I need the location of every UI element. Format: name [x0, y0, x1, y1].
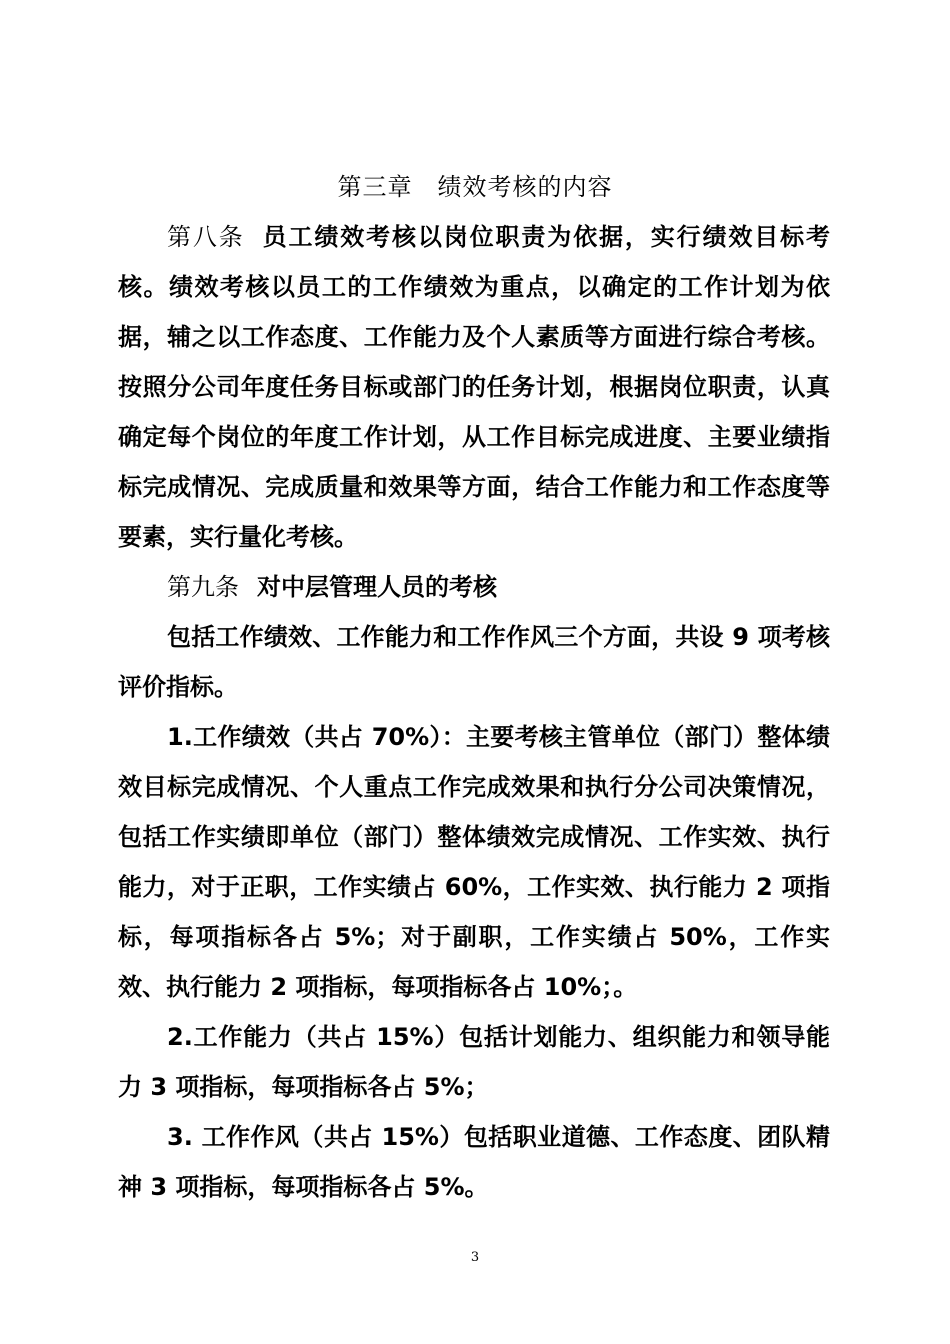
item-1-paragraph: 1.工作绩效（共占 70%）：主要考核主管单位（部门）整体绩效目标完成情况、个人重点工作完成效果和执行分公司决策情况，包括工作实绩即单位（部门）整体绩效完成情况、工作实效、执行能力，对于正职，工作实绩占 60%，工作实效、执行能力 2 项指标，每项指标各占 5%；对于副职，工作实绩占 50%，工作实效、执行能力 2 项指标，每项指标各占 10%；。	[118, 723, 830, 1001]
article-8-text: 员工绩效考核以岗位职责为依据，实行绩效目标考核。绩效考核以员工的工作绩效为重点，以确定的工作计划为依据，辅之以工作态度、工作能力及个人素质等方面进行综合考核。按照分公司年度任务目标或部门的任务计划，根据岗位职责，认真确定每个岗位的年度工作计划，从工作目标完成进度、主要业绩指标完成情况、完成质量和效果等方面，结合工作能力和工作态度等要素，实行量化考核。	[118, 223, 830, 551]
article-9-label: 第九条	[167, 573, 239, 601]
article-8-label: 第八条	[167, 223, 245, 251]
article-9-paragraph	[118, 562, 830, 612]
intro-paragraph: 包括工作绩效、工作能力和工作作风三个方面，共设 9 项考核评价指标。	[118, 623, 830, 701]
item-3-paragraph: 3. 工作作风（共占 15%）包括职业道德、工作态度、团队精神 3 项指标，每项指标各占 5%。	[118, 1123, 830, 1201]
item-2-paragraph: 2.工作能力（共占 15%）包括计划能力、组织能力和领导能力 3 项指标，每项指标各占 5%；	[118, 1023, 830, 1101]
article-9-text: 对中层管理人员的考核	[257, 573, 497, 601]
chapter-title: 第三章 绩效考核的内容	[337, 173, 613, 201]
article-8-paragraph	[118, 212, 830, 562]
page-number: 3	[470, 1250, 480, 1265]
